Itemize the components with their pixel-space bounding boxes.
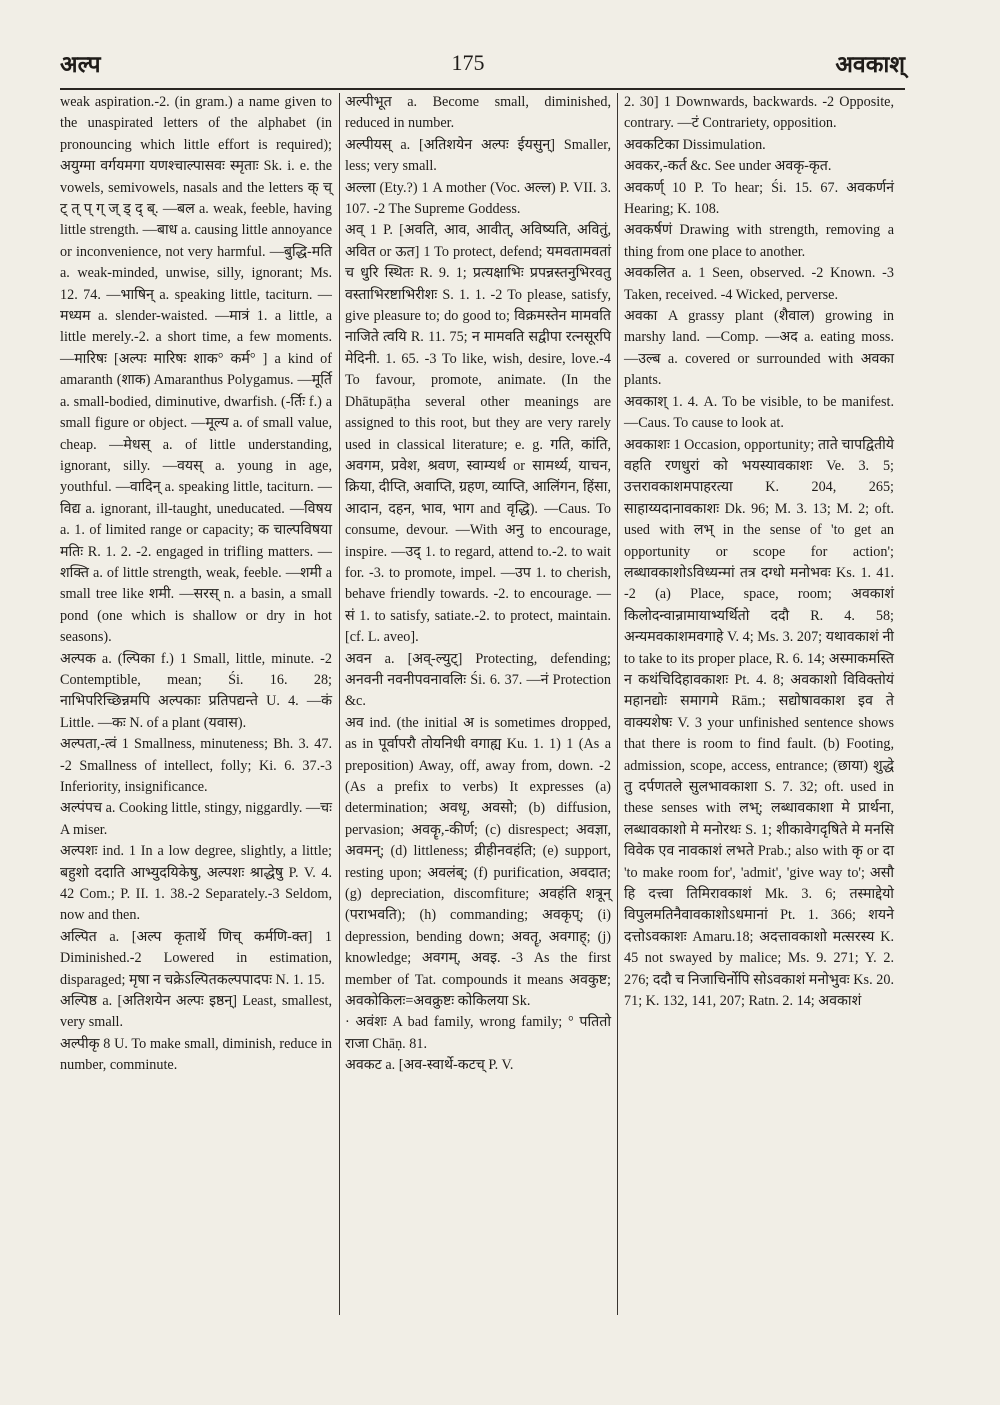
page-number: 175 — [451, 50, 485, 75]
entry-paragraph: 2. 30] 1 Downwards, backwards. -2 Opposite, contrary. —टं Contrariety, opposition. — [624, 94, 894, 132]
entry-paragraph: अवकर,-कर्त &c. See under अवकृ-कृत. — [624, 158, 832, 175]
entry-paragraph: अल्पीयस् a. [अतिशयेन अल्पः ईयसुन्] Smaller, less; very small. — [345, 136, 611, 175]
entry-paragraph: अल्पीभूत a. Become small, diminished, reduced in number. — [345, 94, 611, 132]
entry-paragraph: अल्पक a. (ल्पिका f.) 1 Small, little, minute. -2 Contemptible, mean; Śi. 16. 28; नाभिपरिच्छिन्नमपि अल्पकाः प्रतिपद्यन्ते U. 4. —कं Little. —कः N. of a plant (यवास). — [60, 650, 332, 731]
entry-paragraph: अवन a. [अव्-ल्युट्] Protecting, defending; अनवनी नवनीपवनावलिः Śi. 6. 37. —नं Protection &c. — [345, 650, 611, 710]
entry-paragraph: अल्पीकृ 8 U. To make small, diminish, reduce in number, comminute. — [60, 1035, 332, 1074]
entry-paragraph: अवका A grassy plant (शैवाल) growing in marshy land. —Comp. —अद a. eating moss. —उल्ब a. covered or surrounded with अवका plants. — [624, 308, 894, 389]
entry-paragraph: अल्पिष्ठ a. [अतिशयेन अल्पः इष्ठन्] Least, smallest, very small. — [60, 993, 332, 1031]
column-2 — [345, 92, 611, 1077]
entry-paragraph: अव् 1 P. [अवति, आव, आवीत्, अविष्यति, अवितुं, अवित or ऊत] 1 To protect, defend; यमवतामवतां च धुरि स्थितः R. 9. 1; प्रत्यक्षाभिः प्रपन्नस्तनुभिरवतु वस्ताभिरष्टाभिरीशः S. 1. 1. -2 To please, satisfy, give pleasure to; do good to; विक्रमस्तेन मामवति नाजिते त्वयि R. 11. 75; न मामवति सद्वीपा रत्नसूरपि मेदिनी. 1. 65. -3 To like, wish, desire, love.-4 To favour, promote, animate. (In the Dhātupāṭha several other meanings are assigned to this root, but they are very rarely used in classical literature; e. g. गति, कांति, अवगम, प्रवेश, श्रवण, स्वाम्यर्थ or सामर्थ्य, याचन, क्रिया, दीप्ति, अवाप्ति, ग्रहण, व्याप्ति, आलिंगन, हिंसा, आदान, दहन, भाव, भाग and वृद्धि). —Caus. To consume, devour. —With अनु to encourage, inspire. —उद् 1. to regard, attend to.-2. to wait for. -3. to promote, impel. —उप 1. to cherish, behave friendly towards. -2. to encourage. —सं 1. to satisfy, satiate.-2. to protect, maintain. [cf. L. aveo]. — [345, 222, 611, 646]
column-1 — [60, 92, 332, 1077]
entry-paragraph: अवकटिका Dissimulation. — [624, 136, 766, 153]
entry-paragraph: अव ind. (the initial अ is sometimes dropped, as in पूर्वापरौ तोयनिधी वगाह्य Ku. 1. 1) 1 (As a preposition) Away, off, away from, down. -2 (As a prefix to verbs) It expresses (a) determination; अवधृ, अवसो; (b) diffusion, pervasion; अवकॄ,-कीर्ण; (c) disrespect; अवज्ञा, अवमन्; (d) littleness; व्रीहीनवहंति; (e) support, resting upon; अवलंब्; (f) purification, अवदात; (g) depreciation, discomfiture; अवहंति शत्रून् (पराभवति); (h) commanding; अवकृप्; (i) depression, bending down; अवतॄ, अवगाह्; (j) knowledge; अवगम्, अवइ. -3 As the first member of Tat. compounds it means अवकुष्ट; अवकोकिलः=अवक्रुष्टः कोकिलया Sk. — [345, 714, 611, 1010]
entry-paragraph: अल्पशः ind. 1 In a low degree, slightly, a little; बहुशो ददाति आभ्युदयिकेषु, अल्पशः श्राद्धेषु P. V. 4. 42 Com.; P. II. 1. 38.-2 Separately.-3 Seldom, now and then. — [60, 843, 332, 924]
entry-paragraph: अल्ला (Ety.?) 1 A mother (Voc. अल्ल) P. VII. 3. 107. -2 The Supreme Goddess. — [345, 179, 611, 218]
column-divider — [339, 93, 340, 1315]
column-3 — [624, 92, 894, 1012]
entry-paragraph: अल्पता,-त्वं 1 Smallness, minuteness; Bh. 3. 47. -2 Smallness of intellect, folly; Ki. 6. 37.-3 Inferiority, insignificance. — [60, 736, 332, 795]
entry-paragraph: अवकर्ण् 10 P. To hear; Śi. 15. 67. अवकर्णनं Hearing; K. 108. — [624, 179, 894, 218]
header-right-word: अवकाश् — [835, 51, 905, 78]
entry-paragraph: अवकर्षणं Drawing with strength, removing a thing from one place to another. — [624, 222, 894, 260]
entry-paragraph: अवकाशः 1 Occasion, opportunity; ताते चापद्वितीये वहति रणधुरां को भयस्यावकाशः Ve. 3. 5; उत्तरावकाशमपाहरत्या K. 204, 265; साहाय्यदानावकाशः Dk. 96; M. 3. 13; M. 2; oft. used with लभ् in the sense of 'to get an opportunity or scope for action'; लब्धावकाशोऽविध्यन्मां तत्र दग्धो मनोभवः Ks. 1. 41. -2 (a) Place, space, room; अवकाशं किलोदन्वान्रामायाभ्यर्थितो ददौ R. 4. 58; अन्यमवकाशमवगाहे V. 4; Ms. 3. 207; यथावकाशं नी to take to its proper place, R. 6. 14; अस्माकमस्ति न कथंचिदिहावकाशः Pt. 4. 8; अवकाशो विविक्तोयं महानद्योः समागमे Rām.; सद्योषावकाश इव ते वाक्यशेषः V. 3 your unfinished sentence shows that there is room to find fault. (b) Footing, admission, scope, access, entrance; (छाया) शुद्धे तु दर्पणतले सुलभावकाशा S. 7. 32; oft. used in these senses with लभ्; लब्धावकाशा मे प्रार्थना, लब्धावकाशो मे मनोरथः S. 1; शीकावेगदृषिते मे मनसि विवेक एव नावकाशं लभते Prab.; also with कृ or दा 'to make room for', 'admit', 'give way to'; असौ हि दत्त्वा तिमिरावकाशं Mk. 3. 6; तस्माद्देयो विपुलमतिनैवावकाशोऽधमानां Pt. 1. 366; शयने दत्तोऽवकाशः Amaru.18; अदत्तावकाशो मत्सरस्य K. 45 not swayed by malice; Ms. 9. 271; Y. 2. 276; ददौ च निजाचिर्नोपि सोऽवकाशं मनोभुवः Ks. 20. 71; K. 132, 141, 207; Ratn. 2. 14; अवकाशं — [624, 436, 894, 1010]
entry-paragraph: अल्पंपच a. Cooking little, stingy, niggardly. —चः A miser. — [60, 800, 332, 838]
column-divider — [617, 93, 618, 1315]
entry-paragraph: अवकलित a. 1 Seen, observed. -2 Known. -3 Taken, received. -4 Wicked, perverse. — [624, 265, 894, 303]
entry-paragraph: अल्पित a. [अल्प कृतार्थे णिच् कर्मणि-क्त] 1 Diminished.-2 Lowered in estimation, disparaged; मृषा न चक्रेऽल्पितकल्पपादपः N. 1. 15. — [60, 928, 332, 988]
entry-paragraph: · अवंशः A bad family, wrong family; ° पतितो राजा Chāṇ. 81. — [345, 1014, 611, 1052]
entry-paragraph: अवकाश् 1. 4. A. To be visible, to be manifest. —Caus. To cause to look at. — [624, 393, 894, 432]
entry-paragraph: अवकट a. [अव-स्वार्थे-कटच् P. V. — [345, 1057, 514, 1074]
page-header — [60, 42, 905, 84]
entry-paragraph: weak aspiration.-2. (in gram.) a name given to the unaspirated letters of the alphabet (in pronouncing which little effort is required); अयुग्मा वर्गयमगा यणश्चाल्पासवः स्मृताः Sk. i. e. the vowels, semivowels, nasals and the letters क् च् ट् त् प् ग् ज् ड् द् ब्. —बल a. weak, feeble, having little strength. —बाध a. causing little annoyance or inconvenience, not very harmful. —बुद्धि-मति a. weak-minded, unwise, silly, ignorant; Ms. 12. 74. —भाषिन् a. speaking little, taciturn. —मध्यम a. slender-waisted. —मात्रं 1. a little, a little merely.-2. a short time, a few moments. —मारिषः [अल्पः मारिषः शाक° कर्म° ] a kind of amaranth (शाक) Amaranthus Polygamus. —मूर्ति a. small-bodied, diminutive, dwarfish. (-र्तिः f.) a small figure or object. —मूल्य a. of small value, cheap. —मेधस् a. of little understanding, ignorant, silly. —वयस् a. young in age, youthful. —वादिन् a. speaking little, taciturn. —विद्य a. ignorant, ill-taught, uneducated. —विषय a. 1. of limited range or capacity; क चाल्पविषया मतिः R. 1. 2. -2. engaged in trifling matters. —शक्ति a. of little strength, weak, feeble. —शमी a small tree like शमी. —सरस् n. a basin, a small pond (one which is shallow or dry in hot seasons). — [60, 94, 332, 646]
header-left-word: अल्प — [60, 51, 101, 78]
header-rule — [60, 88, 905, 90]
